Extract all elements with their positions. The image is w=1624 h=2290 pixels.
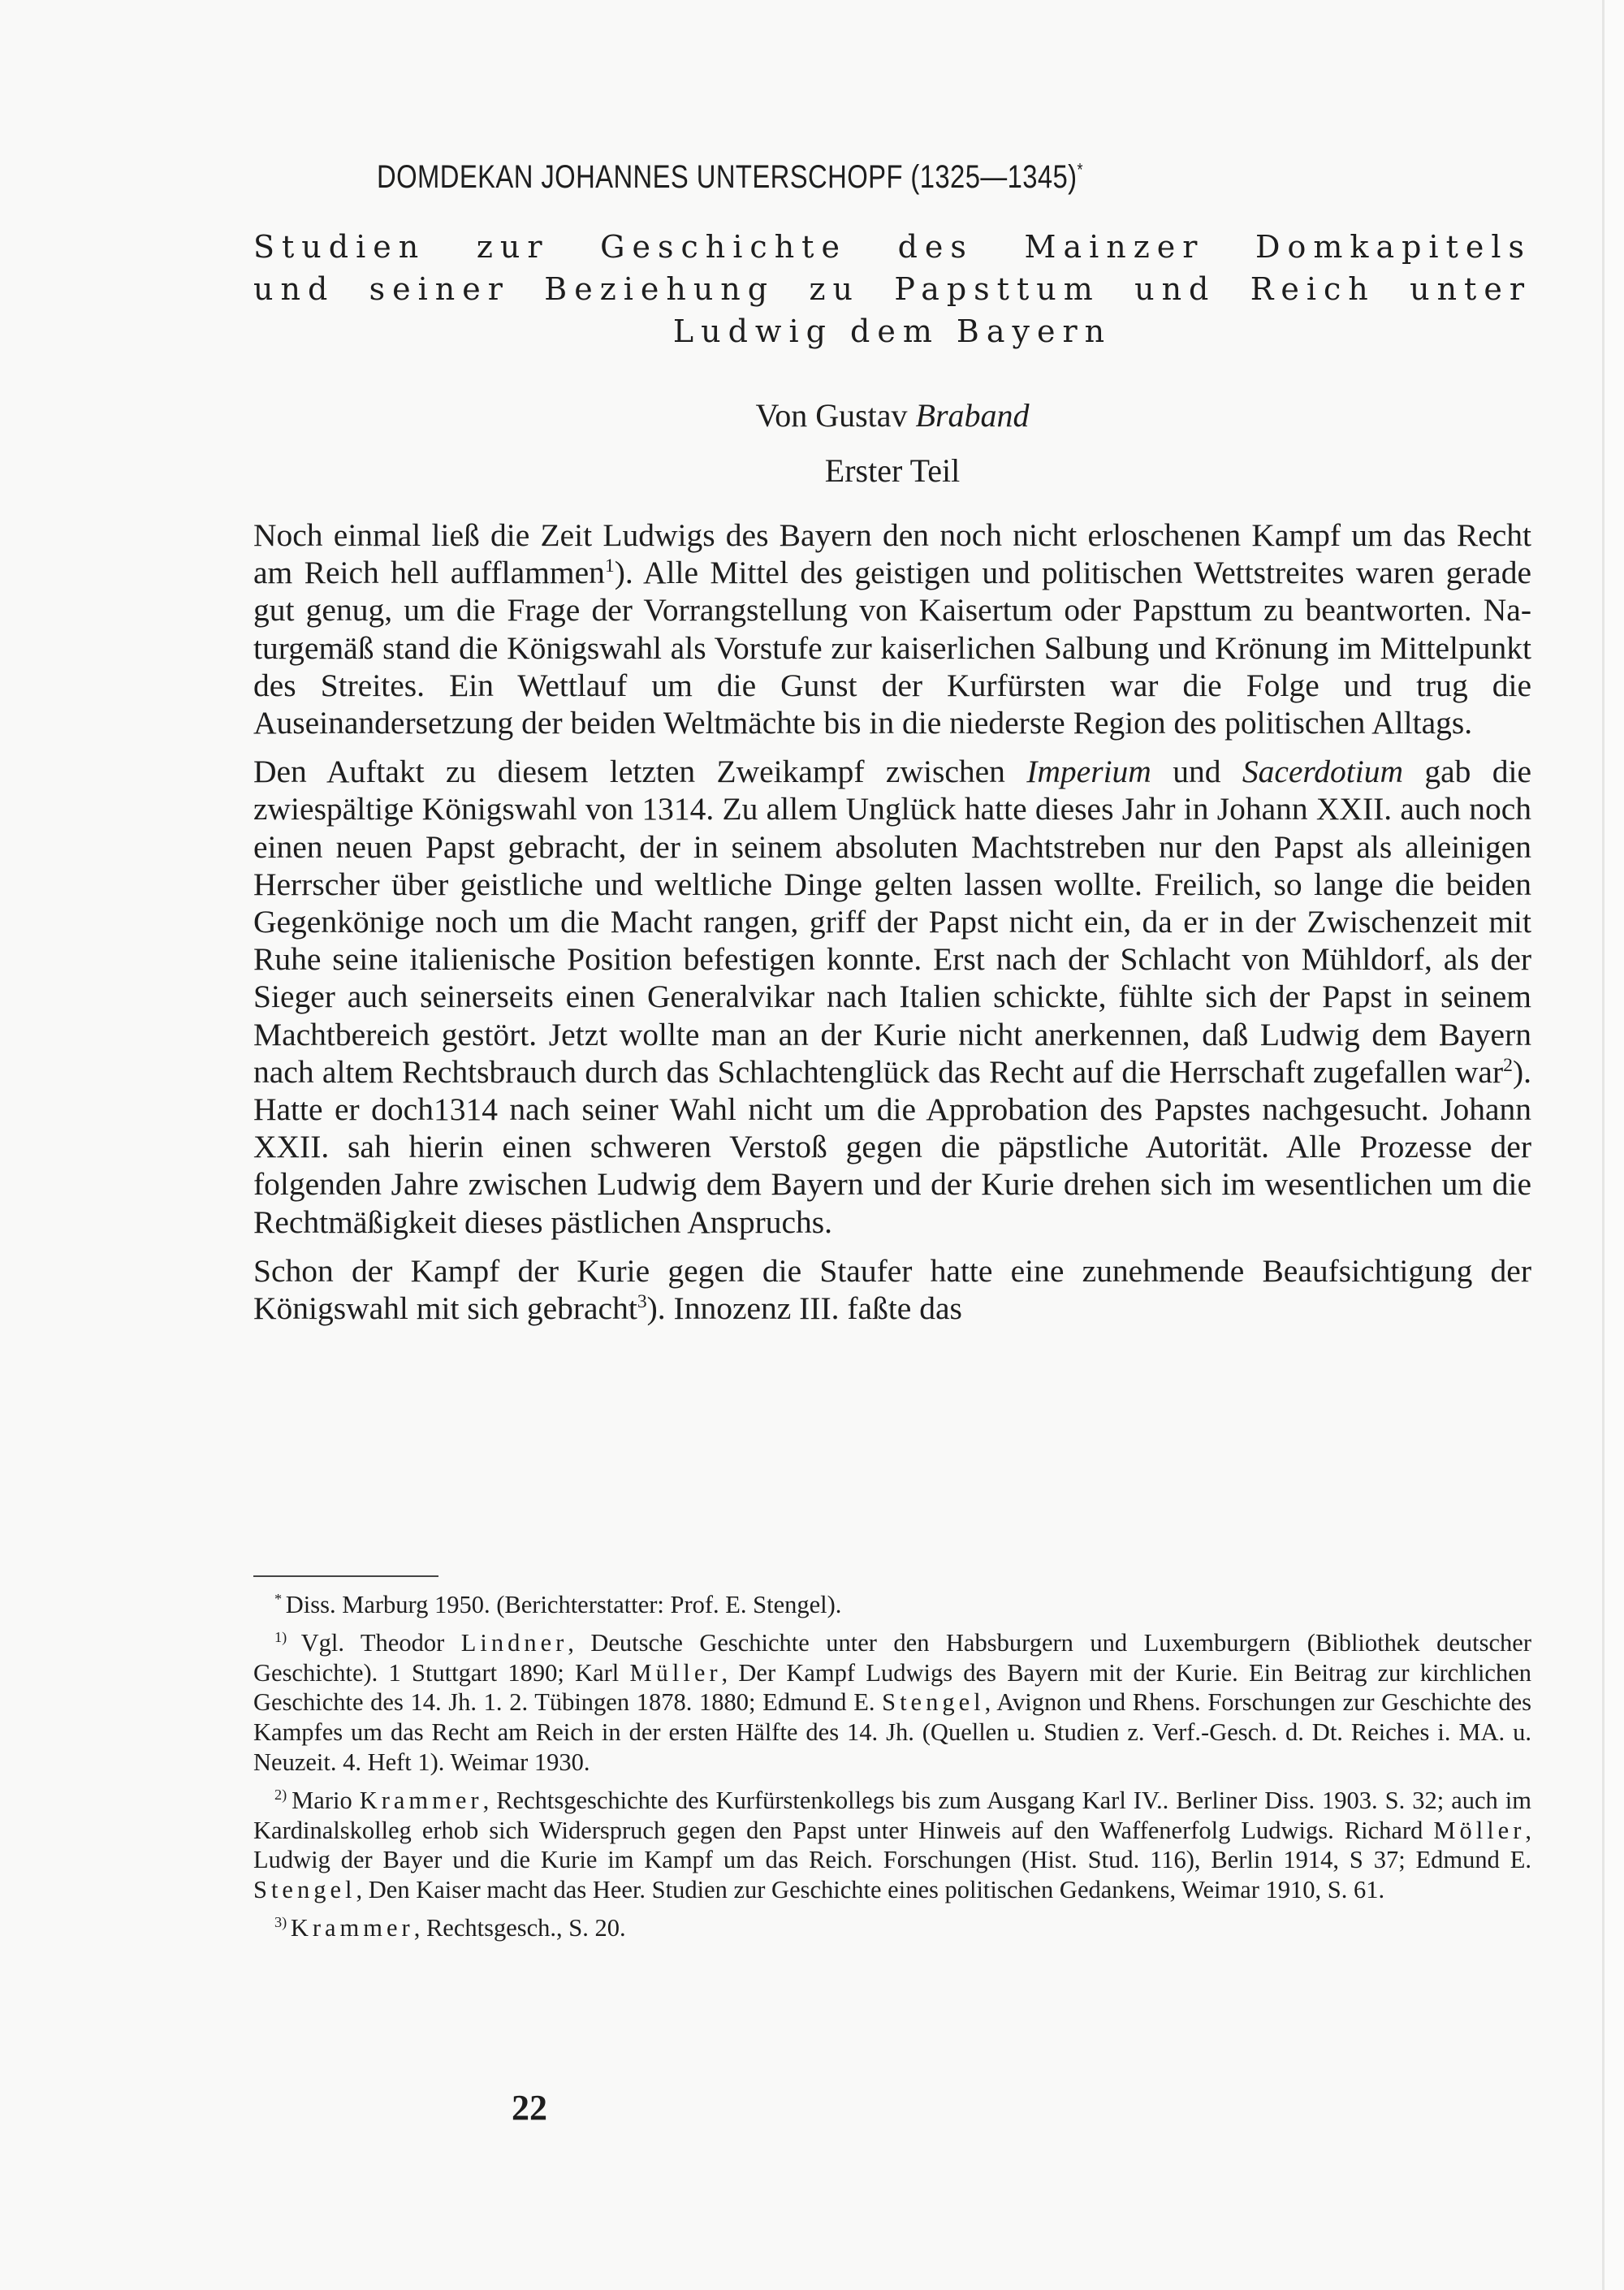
footnotes (253, 1590, 1531, 1951)
title-footnote-marker: * (1077, 159, 1083, 180)
text-run: , Ludwig der Bayer und die Kurie im Kampf um das Reich. Forschungen (Hist. Stud. 116), Berlin 1914, S 37; Edmund E. (253, 1816, 1531, 1874)
text-run: Diss. Marburg 1950. (Berichterstatter: Prof. E. Stengel). (285, 1591, 842, 1618)
body-text (253, 516, 1531, 1338)
text-run: ). Innozenz III. faßte das (646, 1290, 962, 1327)
text-run: Schon der Kampf der Kurie gegen die Staufer hatte eine zunehmende Beaufsichtigung der Königswahl mit sich gebracht (253, 1252, 1531, 1327)
author-surname-spaced: Krammer (290, 1913, 414, 1942)
text-run: ). Hatte er doch1314 nach seiner Wahl nicht um die Approbation des Papstes nachgesucht. Johann XXII. sah hierin einen schweren Verstoß gegen die päpstliche Autorität. Alle Prozesse der folgenden Jahre zwischen Ludwig dem Bayern und der Kurie drehen sich im wesentlichen um die Rechtmäßigkeit dieses pästlichen Anspruchs. (253, 1053, 1531, 1240)
text-run: Den Auftakt zu diesem letzten Zweikampf zwischen (253, 754, 1027, 790)
text-run: ). Alle Mittel des geistigen und politischen Wettstreites waren gerade gut genug, um die Frage der Vorrangstellung von Kaisertum oder Papsttum zu beantworten. Naturgemäß stand die Königswahl als Vorstufe zur kaiserlichen Salbung und Krönung im Mittelpunkt des Streites. Ein Wettlauf um die Gunst der Kurfürsten war die Folge und trug die Auseinandersetzung der beiden Weltmächte bis in die niederste Region des politischen Alltags. (253, 555, 1531, 741)
footnote-reference: 2 (1503, 1054, 1513, 1076)
text-run: Noch einmal ließ die Zeit Ludwigs des Bayern den noch nicht erloschenen Kampf um das Recht am Reich hell aufflammen (253, 517, 1531, 591)
author-surname-spaced: Krammer (359, 1786, 483, 1814)
author-name: Braband (915, 397, 1030, 434)
italic-term: Imperium (1026, 754, 1151, 790)
text-run: Mario (292, 1786, 360, 1814)
footnote-marker: 2) (274, 1786, 292, 1803)
text-run: , Den Kaiser macht das Heer. Studien zur Geschichte eines politischen Gedankens, Weimar 1910, S. 61. (356, 1876, 1385, 1904)
footnote-reference: 3 (637, 1290, 647, 1312)
body-paragraph (253, 753, 1531, 1241)
article-subtitle (253, 226, 1531, 352)
italic-term: Sacerdotium (1242, 754, 1404, 790)
author-surname-spaced: Stengel (253, 1876, 356, 1904)
text-run: , Der Kampf Ludwigs des Bayern mit der Kurie. Ein Beitrag zur kirchlichen Geschichte des 14. Jh. 1. 2. Tübingen 1878. 1880; Edmund E. (253, 1658, 1531, 1717)
text-run: , Rechtsgesch., S. 20. (413, 1913, 626, 1942)
text-run: und (1151, 754, 1242, 790)
subtitle-line-3: Ludwig dem Bayern (672, 313, 1112, 349)
text-run: gab die zwiespältige Königswahl von 1314. Zu allem Unglück hatte dieses Jahr in Johann XXII. auch noch einen neuen Papst gebracht, der in seinem absoluten Machtstreben nur den Papst als alleinigen Herrscher über geistliche und weltliche Dinge gelten lassen wollte. Freilich, so lange die beiden Gegenkönige noch um die Macht rangen, griff der Papst nicht ein, da er in der Zwischenzeit mit Ruhe seine italienische Position befestigen konnte. Erst nach der Schlacht von Mühldorf, als der Sieger auch seinerseits einen Generalvikar nach Italien schickte, fühlte sich der Papst in seinem Machtbereich gestört. Jetzt wollte man an der Kurie nicht anerkennen, daß Ludwig dem Bayern nach altem Rechtsbrauch durch das Schlachtenglück das Recht auf die Herrschaft zugefallen war (253, 754, 1532, 1090)
article-title (377, 159, 1083, 196)
author-prefix: Von Gustav (755, 397, 908, 434)
footnote-marker: 3) (274, 1913, 291, 1930)
body-paragraph (253, 1252, 1531, 1327)
subtitle-line-2: und seiner Beziehung zu Papsttum und Reich unter (253, 271, 1531, 307)
text-run: , Deutsche Geschichte unter den Habsburgern und Luxemburgern (Bibliothek deutscher Geschichte). 1 Stuttgart 1890; Karl (253, 1628, 1531, 1687)
page-number: 22 (512, 2088, 547, 2128)
text-run: , Avignon und Rhens. Forschungen zur Geschichte des Kampfes um das Recht am Reich in der ersten Hälfte des 14. Jh. (Quellen u. Studien z. Verf.-Gesch. d. Dt. Reiches i. MA. u. Neuzeit. 4. Heft 1). Weimar 1930. (253, 1688, 1531, 1776)
footnote (253, 1786, 1531, 1905)
text-run: , Rechtsgeschichte des Kurfürstenkollegs bis zum Ausgang Karl IV.. Berliner Diss. 1903. S. 32; auch im Kardinalskolleg erhob sich Widerspruch gegen den Papst unter Hinweis auf den Waffenerfolg Ludwigs. Richard (253, 1786, 1531, 1844)
page-edge-margin (1605, 0, 1624, 2290)
footnote (253, 1590, 1531, 1620)
footnote (253, 1913, 1531, 1943)
author-surname-spaced: Stengel (882, 1688, 985, 1717)
footnote-divider (253, 1575, 438, 1577)
body-paragraph (253, 516, 1531, 741)
text-run: Vgl. Theodor (300, 1628, 461, 1657)
article-title-text: DOMDEKAN JOHANNES UNTERSCHOPF (1325—1345) (377, 159, 1078, 195)
author-surname-spaced: Möller (1433, 1816, 1526, 1844)
author-line (253, 396, 1531, 434)
footnote-marker: 1) (274, 1628, 301, 1645)
section-heading: Erster Teil (824, 452, 961, 489)
footnote (253, 1628, 1531, 1778)
author-surname-spaced: Lindner (460, 1628, 568, 1657)
footnote-marker: * (274, 1590, 286, 1607)
subtitle-line-1: Studien zur Geschichte des Mainzer Domkapitels (253, 229, 1531, 265)
author-surname-spaced: Müller (629, 1658, 722, 1687)
footnote-reference: 1 (604, 555, 615, 577)
